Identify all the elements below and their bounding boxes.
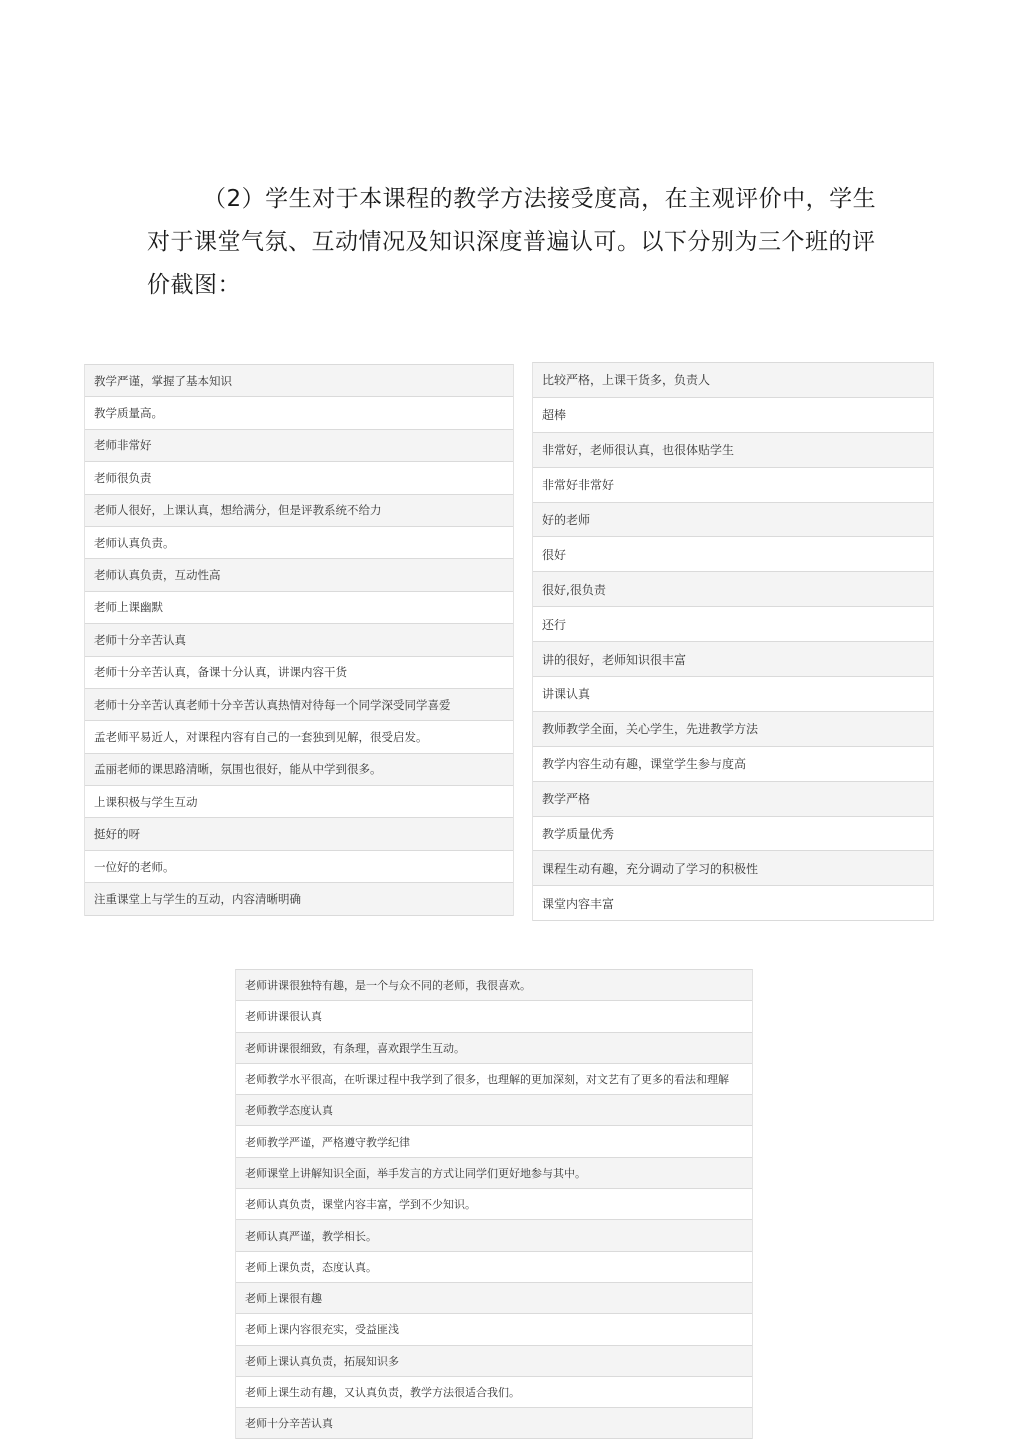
- comment-row: 课堂内容丰富: [533, 886, 933, 921]
- comment-row: 教师教学全面，关心学生，先进教学方法: [533, 712, 933, 747]
- comment-row: 非常好非常好: [533, 468, 933, 503]
- comment-row: 老师教学水平很高，在听课过程中我学到了很多，也理解的更加深刻，对文艺有了更多的看法和理解: [236, 1064, 752, 1095]
- comment-row: 很好: [533, 537, 933, 572]
- comment-row: 老师认真严谨，教学相长。: [236, 1220, 752, 1251]
- comment-row: 老师十分辛苦认真: [236, 1408, 752, 1439]
- class3-comment-table: [235, 969, 753, 1439]
- comment-row: 老师讲课很认真: [236, 1001, 752, 1032]
- class2-comment-table: [532, 362, 934, 921]
- comment-row: 老师认真负责。: [85, 527, 513, 559]
- comment-row: 讲的很好，老师知识很丰富: [533, 642, 933, 677]
- comment-row: 教学严谨，掌握了基本知识: [85, 365, 513, 397]
- comment-row: 比较严格，上课干货多，负责人: [533, 363, 933, 398]
- comment-row: 老师十分辛苦认真老师十分辛苦认真热情对待每一个同学深受同学喜爱: [85, 689, 513, 721]
- comment-row: 老师认真负责，课堂内容丰富，学到不少知识。: [236, 1189, 752, 1220]
- comment-row: 老师教学态度认真: [236, 1095, 752, 1126]
- comment-row: 老师非常好: [85, 430, 513, 462]
- comment-row: 老师上课内容很充实，受益匪浅: [236, 1314, 752, 1345]
- comment-row: 老师上课幽默: [85, 592, 513, 624]
- comment-row: 教学质量高。: [85, 397, 513, 429]
- comment-row: 孟老师平易近人，对课程内容有自己的一套独到见解，很受启发。: [85, 721, 513, 753]
- comment-row: 老师课堂上讲解知识全面，举手发言的方式让同学们更好地参与其中。: [236, 1158, 752, 1189]
- comment-row: 孟丽老师的课思路清晰，氛围也很好，能从中学到很多。: [85, 754, 513, 786]
- comment-row: 老师讲课很细致，有条理，喜欢跟学生互动。: [236, 1033, 752, 1064]
- comment-row: 老师十分辛苦认真，备课十分认真，讲课内容干货: [85, 657, 513, 689]
- comment-row: 老师人很好，上课认真，想给满分，但是评教系统不给力: [85, 495, 513, 527]
- comment-row: 注重课堂上与学生的互动，内容清晰明确: [85, 883, 513, 915]
- intro-paragraph: （2）学生对于本课程的教学方法接受度高，在主观评价中，学生对于课堂气氛、互动情况及知识深度普遍认可。以下分别为三个班的评价截图：: [147, 186, 877, 298]
- comment-row: 非常好，老师很认真，也很体贴学生: [533, 433, 933, 468]
- comment-row: 老师很负责: [85, 462, 513, 494]
- comment-row: 教学质量优秀: [533, 817, 933, 852]
- comment-row: 讲课认真: [533, 677, 933, 712]
- comment-row: 课程生动有趣，充分调动了学习的积极性: [533, 851, 933, 886]
- comment-row: 教学严格: [533, 782, 933, 817]
- comment-row: 还行: [533, 607, 933, 642]
- comment-row: 很好,很负责: [533, 572, 933, 607]
- comment-row: 老师上课很有趣: [236, 1283, 752, 1314]
- comment-row: 好的老师: [533, 503, 933, 538]
- comment-row: 老师上课负责，态度认真。: [236, 1252, 752, 1283]
- comment-row: 老师上课认真负责，拓展知识多: [236, 1346, 752, 1377]
- comment-row: 老师上课生动有趣，又认真负责，教学方法很适合我们。: [236, 1377, 752, 1408]
- comment-row: 一位好的老师。: [85, 851, 513, 883]
- comment-row: 教学内容生动有趣，课堂学生参与度高: [533, 747, 933, 782]
- comment-row: 老师认真负责，互动性高: [85, 559, 513, 591]
- comment-row: 老师十分辛苦认真: [85, 624, 513, 656]
- comment-row: 上课积极与学生互动: [85, 786, 513, 818]
- comment-row: 老师教学严谨，严格遵守教学纪律: [236, 1126, 752, 1157]
- comment-row: 挺好的呀: [85, 818, 513, 850]
- class1-comment-table: [84, 364, 514, 916]
- comment-row: 超棒: [533, 398, 933, 433]
- comment-row: 老师讲课很独特有趣，是一个与众不同的老师，我很喜欢。: [236, 970, 752, 1001]
